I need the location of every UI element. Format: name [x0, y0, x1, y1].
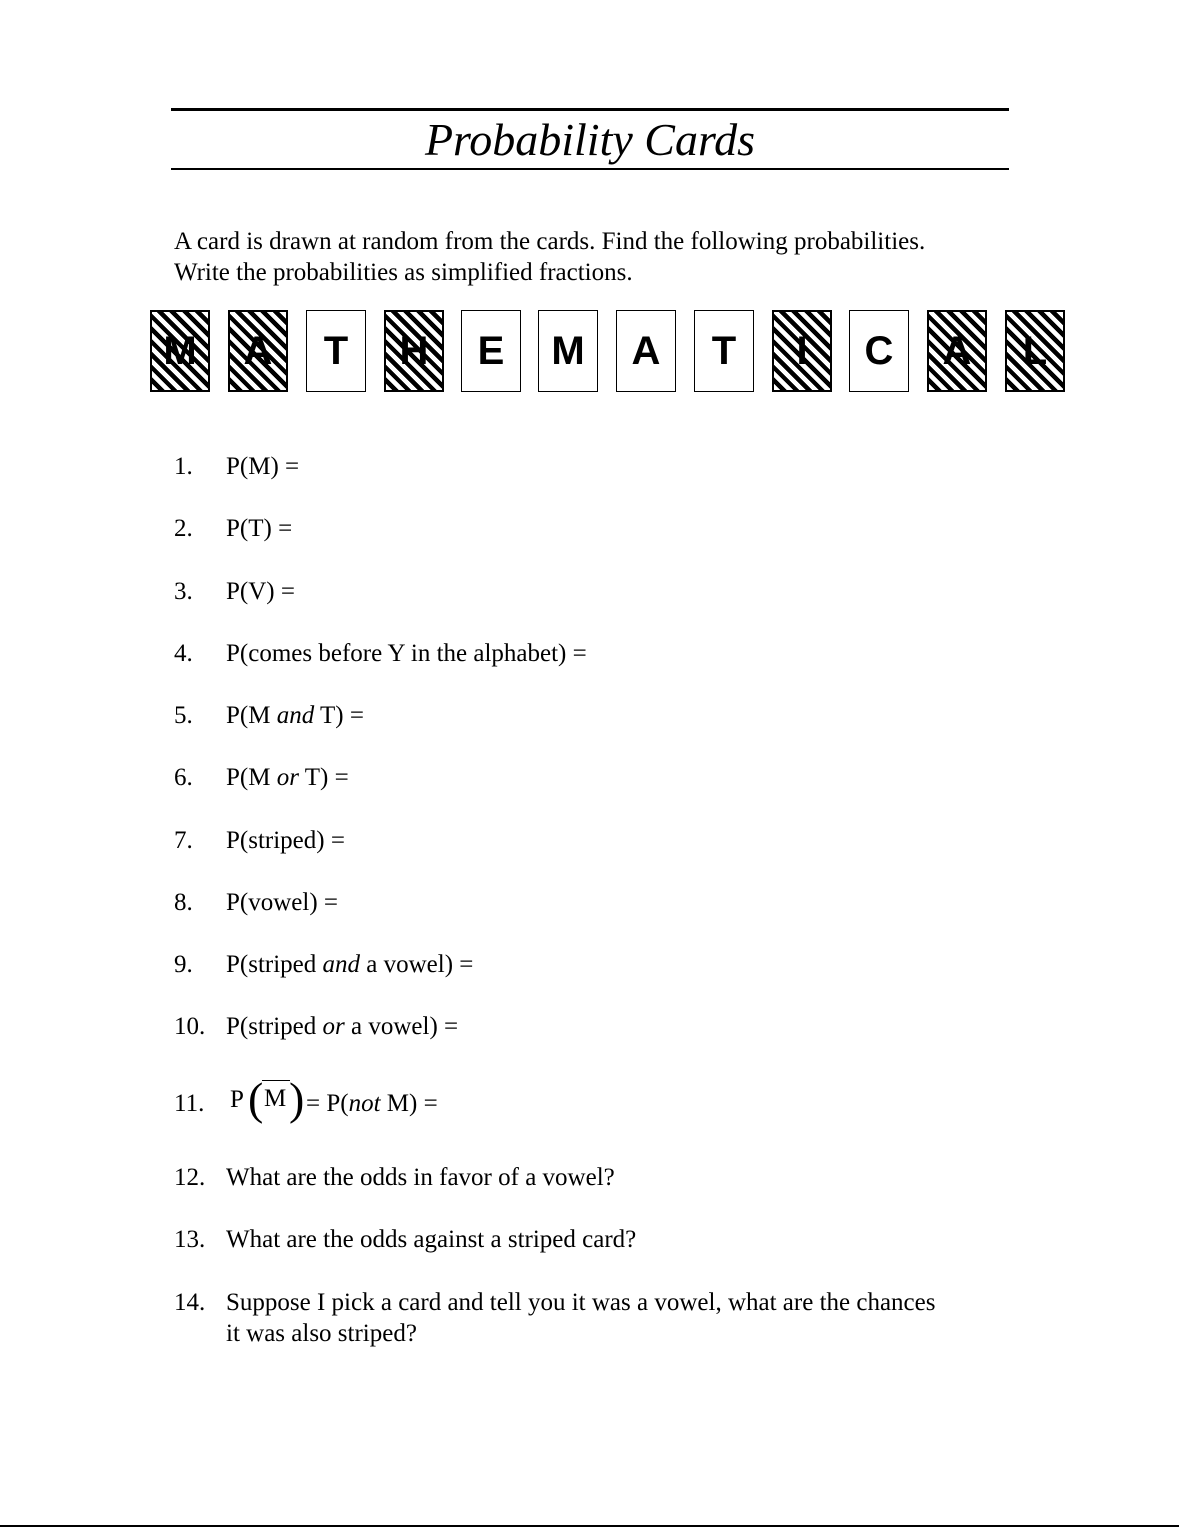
card-letter: E [477, 329, 505, 373]
card-letter: M [163, 329, 197, 373]
page-title: Probability Cards [424, 114, 756, 165]
question-text-part: P(striped) = [226, 827, 345, 854]
question-text-part: P(striped [226, 951, 323, 978]
card-letter: A [942, 329, 972, 373]
q11-p: P [230, 1086, 244, 1113]
question-text [226, 887, 338, 918]
question-number: 9. [174, 951, 193, 978]
page-bottom-border [0, 1525, 1179, 1527]
card-5-plain [461, 310, 521, 392]
card-letter: H [399, 329, 429, 373]
card-letter: T [323, 329, 349, 373]
question-number: 11. [174, 1090, 205, 1117]
question-number: 2. [174, 515, 193, 542]
question-text-part: P(M [226, 702, 277, 729]
question-text-part: P(M) = [226, 453, 300, 480]
question-number: 13. [174, 1226, 206, 1253]
question-text [226, 576, 295, 607]
complement-bar [262, 1080, 290, 1081]
card-letter: I [796, 329, 808, 373]
question-text-part: P(striped [226, 1013, 323, 1040]
question-text [226, 762, 349, 793]
question-text-part: P(comes before Y in the alphabet) = [226, 640, 587, 667]
question-text-line-2: it was also striped? [226, 1320, 417, 1347]
q11-tail: M) = [380, 1090, 438, 1117]
card-letter: M [551, 329, 585, 373]
question-text: What are the odds against a striped card? [226, 1226, 637, 1253]
card-letter: C [864, 329, 894, 373]
question-number: 8. [174, 889, 193, 916]
question-text: What are the odds in favor of a vowel? [226, 1164, 615, 1191]
question-text-emphasis: or [276, 764, 299, 791]
card-letter: T [711, 329, 737, 373]
question-number: 5. [174, 702, 193, 729]
question-text: Suppose I pick a card and tell you it was a vowel, what are the chances [226, 1289, 936, 1316]
question-text-emphasis: and [322, 951, 361, 978]
question-number: 12. [174, 1164, 206, 1191]
question-number: 3. [174, 578, 193, 605]
title-rule-top [171, 108, 1009, 111]
card-2-striped [228, 310, 288, 392]
question-text-emphasis: and [276, 702, 315, 729]
card-10-plain [849, 310, 909, 392]
card-7-plain [616, 310, 676, 392]
question-text-part: P(T) = [226, 515, 293, 542]
question-number: 4. [174, 640, 193, 667]
question-number: 7. [174, 827, 193, 854]
question-text [226, 451, 299, 482]
q11-m: M [264, 1085, 287, 1112]
question-text-part: T) = [314, 702, 364, 729]
question-text [226, 513, 292, 544]
question-text-part: P(M [226, 764, 277, 791]
q11-eq: = P( [306, 1090, 349, 1117]
card-6-plain [538, 310, 598, 392]
question-number: 6. [174, 764, 193, 791]
q11-not: not [348, 1090, 381, 1117]
card-letter: A [243, 329, 273, 373]
card-12-striped [1005, 310, 1065, 392]
instructions [174, 226, 925, 288]
question-text-part: T) = [298, 764, 349, 791]
question-text [226, 1011, 458, 1042]
card-letter: L [1022, 329, 1048, 373]
question-text-part: a vowel) = [360, 951, 474, 978]
q11-paren-open: ( [248, 1073, 264, 1124]
question-number: 10. [174, 1013, 206, 1040]
q11-paren-close: ) [289, 1073, 305, 1124]
instructions-line-1: A card is drawn at random from the cards. Find the following probabilities. [174, 228, 926, 255]
card-9-striped [772, 310, 832, 392]
question-text [226, 825, 345, 856]
title-rule-bottom [171, 168, 1009, 170]
question-number: 14. [174, 1289, 206, 1316]
instructions-line-2: Write the probabilities as simplified fractions. [174, 259, 633, 286]
question-text-part: P(vowel) = [226, 889, 338, 916]
card-4-striped [384, 310, 444, 392]
question-text-emphasis: or [322, 1013, 345, 1040]
question-number: 1. [174, 453, 193, 480]
question-text-part: P(V) = [226, 578, 295, 605]
card-1-striped [150, 310, 210, 392]
card-3-plain [306, 310, 366, 392]
card-11-striped [927, 310, 987, 392]
question-text-part: a vowel) = [344, 1013, 459, 1040]
question-text [226, 638, 587, 669]
question-text [226, 949, 473, 980]
q11-rest [306, 1088, 438, 1119]
question-text [226, 700, 364, 731]
card-8-plain [694, 310, 754, 392]
card-letter: A [631, 329, 661, 373]
